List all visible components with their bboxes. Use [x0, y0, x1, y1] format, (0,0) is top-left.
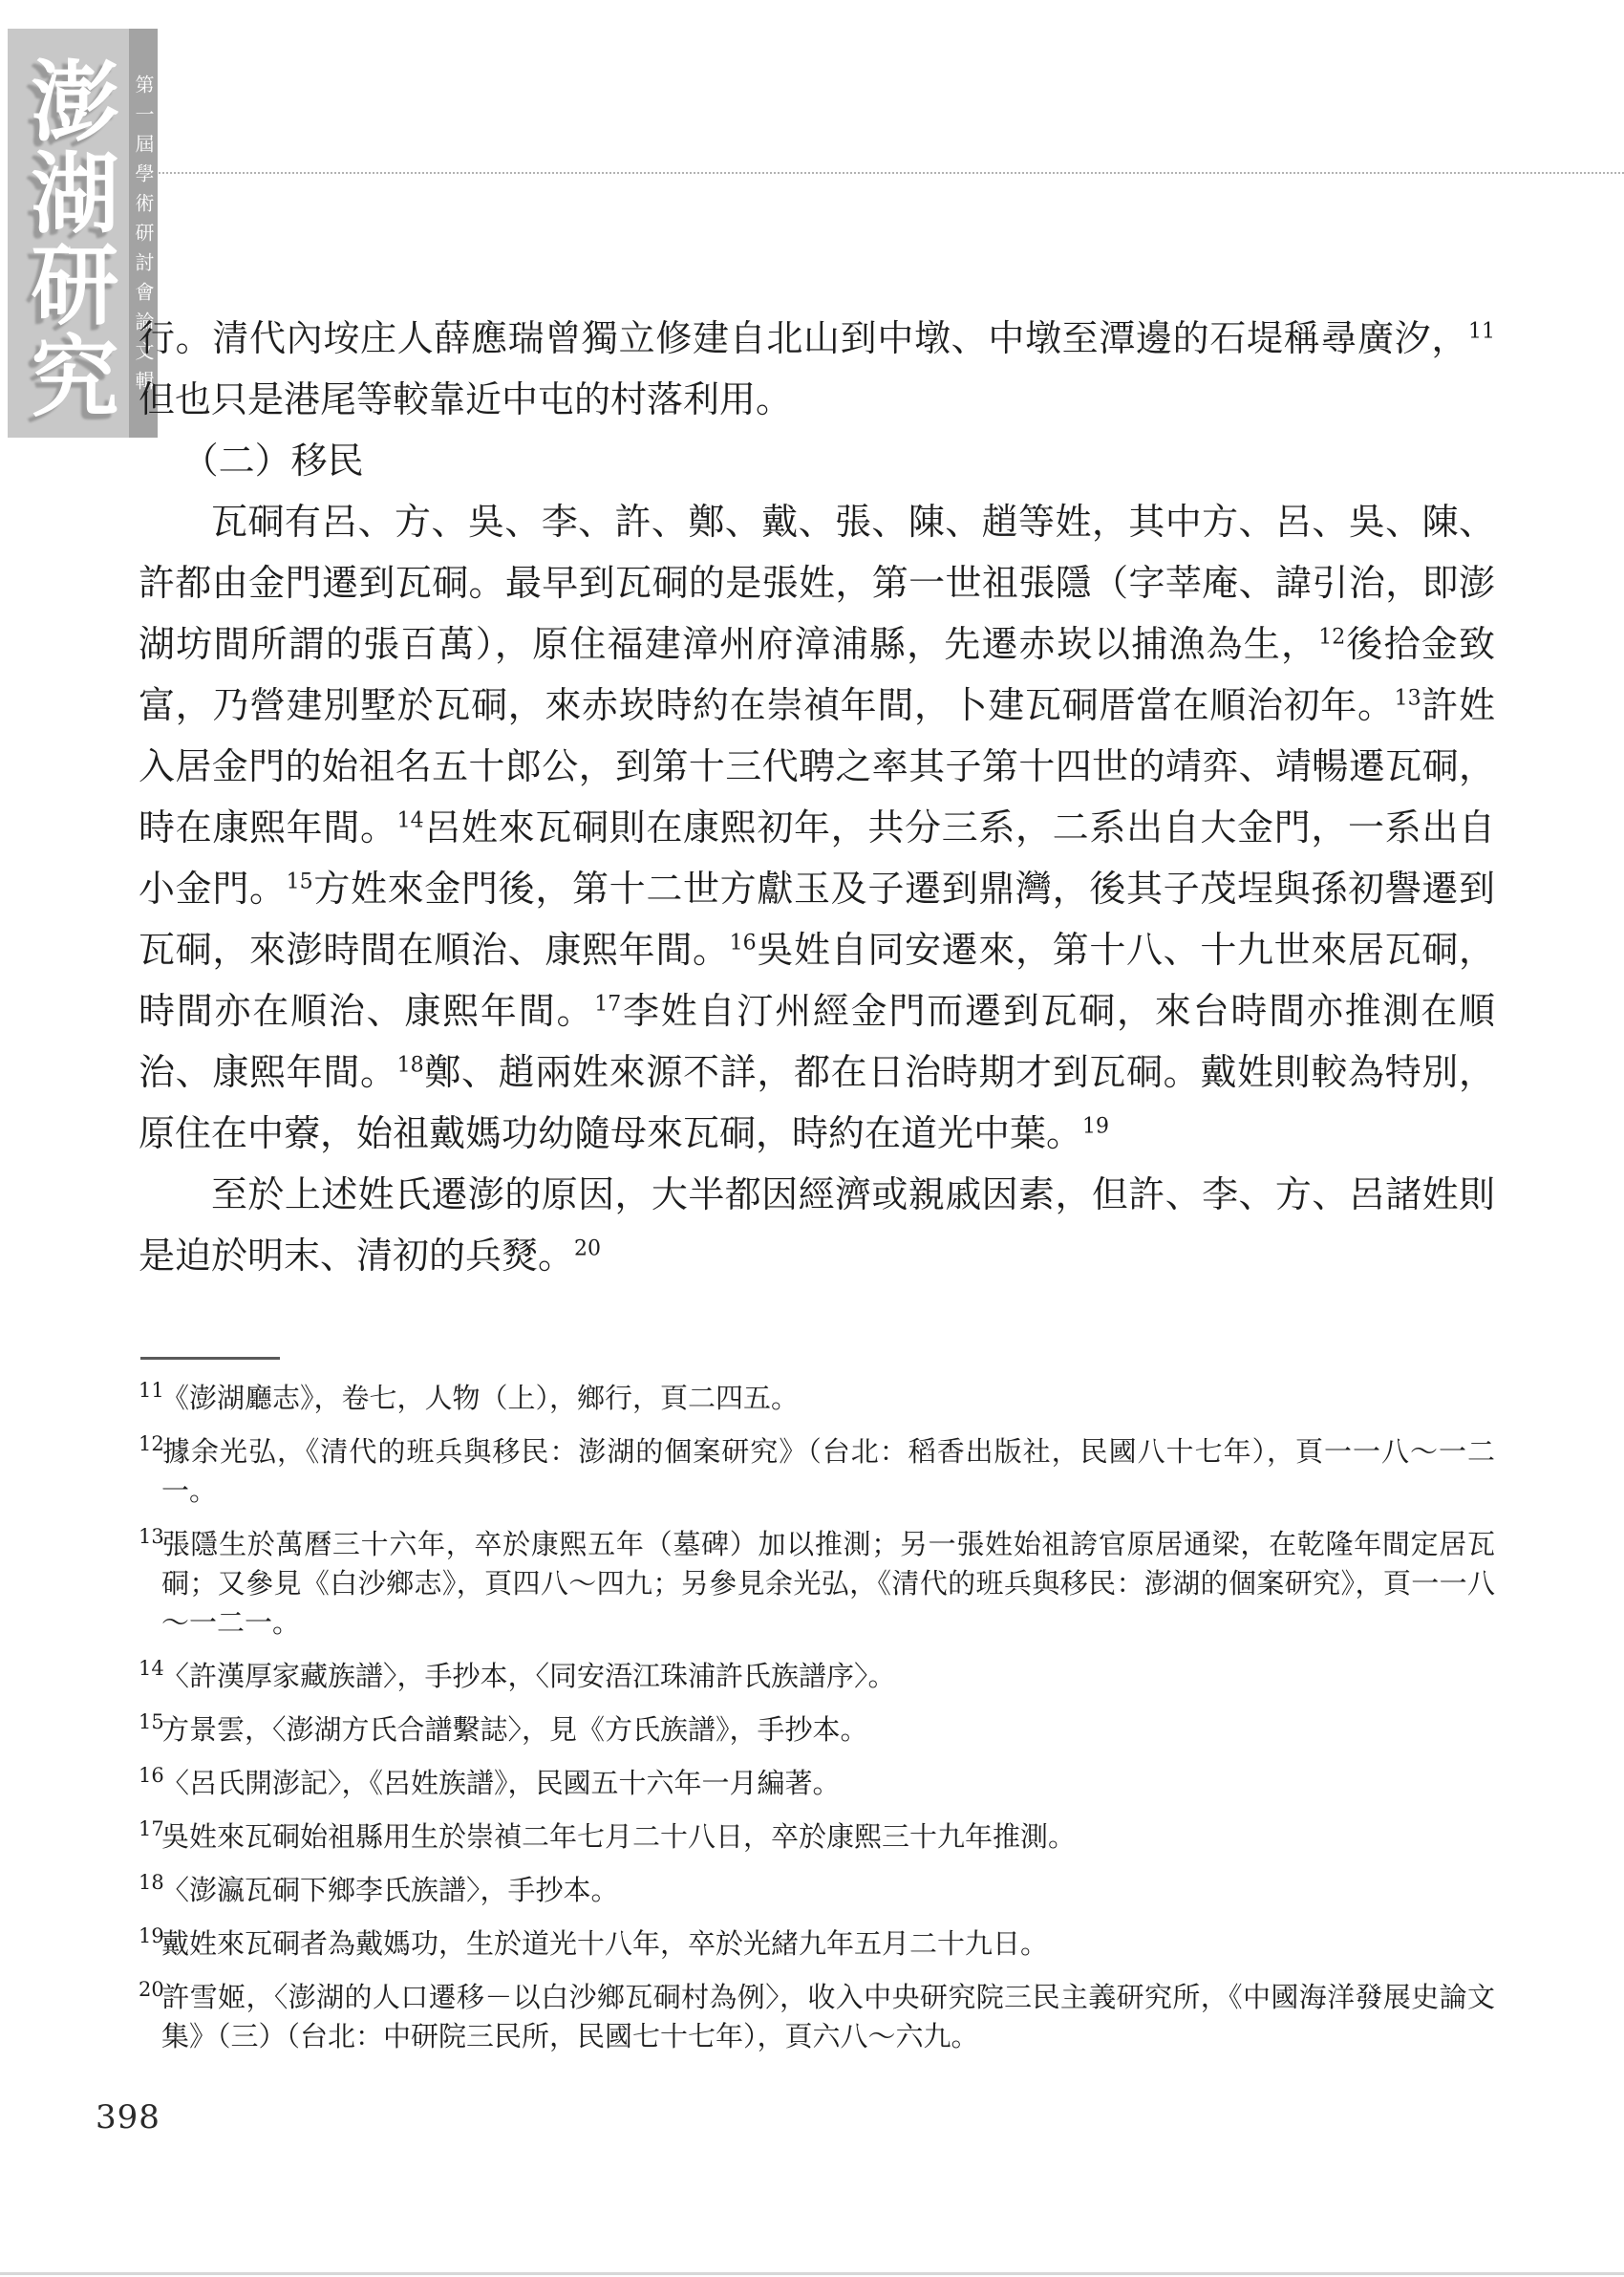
footnote-item: $^{15}$方景雲，〈澎湖方氏合譜繫誌〉，見《方氏族譜》，手抄本。 — [139, 1710, 868, 1746]
dotted-separator — [159, 172, 1624, 174]
footnote-ref: 13 — [1394, 686, 1421, 711]
sidebar-series-block — [8, 29, 129, 438]
footnote-item: $^{18}$〈澎瀛瓦硐下鄉李氏族譜〉，手抄本。 — [139, 1871, 619, 1906]
footnote-text: 〈許漢厚家藏族譜〉，手抄本，〈同安浯江珠浦許氏族譜序〉。 — [161, 1660, 896, 1692]
footnote-ref: 18 — [396, 1053, 424, 1078]
footnote-text: 張隱生於萬曆三十六年，卒於康熙五年（墓碑）加以推測；另一張姓始祖誇官原居通梁，在乾隆年間定居瓦硐；又參見《白沙鄉志》，頁四八～四九；另參見余光弘，《清代的班兵與移民：澎湖的個案研究》，頁一一八～一二一。 — [161, 1528, 1495, 1639]
footnote-ref: 14 — [396, 808, 424, 833]
footnote-ref: 17 — [594, 992, 622, 1017]
paragraph: 行。清代內垵庄人薛應瑞曾獨立修建自北山到中墩、中墩至潭邊的石堤稱尋廣汐，$^{11}$但也只是港尾等較靠近中屯的村落利用。 — [139, 317, 1495, 420]
paragraph: 至於上述姓氏遷澎的原因，大半都因經濟或親戚因素，但許、李、方、呂諸姓則是迫於明末、清初的兵燹。$^{20}$ — [139, 1173, 1495, 1277]
footnote-item: $^{20}$許雪姬，〈澎湖的人口遷移－以白沙鄉瓦硐村為例〉，收入中央研究院三民主義研究所，《中國海洋發展史論文集》（三）（台北：中研院三民所，民國七十七年），頁六八～六九。 — [139, 1978, 1495, 2052]
section-heading: （二）移民 — [182, 440, 364, 482]
series-title: 澎湖研究 — [16, 55, 120, 422]
footnote-ref: 11 — [1468, 319, 1495, 344]
footnote-text: 據余光弘，《清代的班兵與移民：澎湖的個案研究》（台北：稻香出版社，民國八十七年），頁一一八～一二一。 — [161, 1435, 1495, 1507]
footnote-item: $^{17}$吳姓來瓦硐始祖縣用生於崇禎二年七月二十八日，卒於康熙三十九年推測。 — [139, 1817, 1077, 1853]
footnote-ref: 15 — [286, 870, 313, 894]
footnote-ref: 19 — [1082, 1114, 1110, 1139]
footnote-area — [139, 1357, 1495, 2071]
footnote-text: 〈呂氏開澎記〉，《呂姓族譜》，民國五十六年一月編著。 — [161, 1767, 841, 1799]
footnote-text: 戴姓來瓦硐者為戴媽功，生於道光十八年，卒於光緒九年五月二十九日。 — [161, 1927, 1049, 1960]
footnote-text: 許雪姬，〈澎湖的人口遷移－以白沙鄉瓦硐村為例〉，收入中央研究院三民主義研究所，《中國海洋發展史論文集》（三）（台北：中研院三民所，民國七十七年），頁六八～六九。 — [161, 1981, 1495, 2052]
footnote-item: $^{11}$《澎湖廳志》，卷七，人物（上），鄉行，頁二四五。 — [139, 1379, 800, 1414]
footnote-ref: 16 — [729, 931, 757, 956]
footnote-item: $^{19}$戴姓來瓦硐者為戴媽功，生於道光十八年，卒於光緒九年五月二十九日。 — [139, 1924, 1049, 1960]
footnote-text: 〈澎瀛瓦硐下鄉李氏族譜〉，手抄本。 — [161, 1874, 619, 1906]
page-number: 398 — [96, 2098, 160, 2137]
footnote-item: $^{12}$據余光弘，《清代的班兵與移民：澎湖的個案研究》（台北：稻香出版社，民國八十七年），頁一一八～一二一。 — [139, 1432, 1495, 1507]
volume-title: 第一屆學術研討會論文輯 — [132, 75, 155, 400]
footnote-text: 方景雲，〈澎湖方氏合譜繫誌〉，見《方氏族譜》，手抄本。 — [161, 1713, 868, 1746]
footnote-separator — [140, 1357, 280, 1360]
footnote-text: 吳姓來瓦硐始祖縣用生於崇禎二年七月二十八日，卒於康熙三十九年推測。 — [161, 1820, 1077, 1853]
footnote-ref: 20 — [574, 1236, 602, 1261]
body-text — [139, 308, 1495, 1286]
footnote-list — [139, 1379, 1495, 2056]
bottom-border — [0, 2272, 1624, 2275]
paragraph: 瓦硐有呂、方、吳、李、許、鄭、戴、張、陳、趙等姓，其中方、呂、吳、陳、許都由金門遷到瓦硐。最早到瓦硐的是張姓，第一世祖張隱（字莘庵、諱引治，即澎湖坊間所謂的張百萬），原住福建漳州府漳浦縣，先遷赤崁以捕漁為生，$^{12}$後拾金致富，乃營建別墅於瓦硐，來赤崁時約在崇禎年間，卜建瓦硐厝當在順治初年。$^{13}$許姓入居金門的始祖名五十郎公，到第十三代聘之率其子第十四世的靖弈、靖暢遷瓦硐，時在康熙年間。$^{14}$呂姓來瓦硐則在康熙初年，共分三系，二系出自大金門，一系出自小金門。$^{15}$方姓來金門後，第十二世方獻玉及子遷到鼎灣，後其子茂埕與孫初譽遷到瓦硐，來澎時間在順治、康熙年間。$^{16}$吳姓自同安遷來，第十八、十九世來居瓦硐，時間亦在順治、康熙年間。$^{17}$李姓自汀州經金門而遷到瓦硐，來台時間亦推測在順治、康熙年間。$^{18}$鄭、趙兩姓來源不詳，都在日治時期才到瓦硐。戴姓則較為特別，原住在中藔，始祖戴媽功幼隨母來瓦硐，時約在道光中葉。$^{19}$ — [139, 501, 1495, 1154]
footnote-text: 《澎湖廳志》，卷七，人物（上），鄉行，頁二四五。 — [161, 1382, 800, 1414]
footnote-item: $^{14}$〈許漢厚家藏族譜〉，手抄本，〈同安浯江珠浦許氏族譜序〉。 — [139, 1657, 896, 1692]
footnote-item: $^{16}$〈呂氏開澎記〉，《呂姓族譜》，民國五十六年一月編著。 — [139, 1764, 841, 1799]
footnote-item: $^{13}$張隱生於萬曆三十六年，卒於康熙五年（墓碑）加以推測；另一張姓始祖誇官原居通梁，在乾隆年間定居瓦硐；又參見《白沙鄉志》，頁四八～四九；另參見余光弘，《清代的班兵與移民：澎湖的個案研究》，頁一一八～一二一。 — [139, 1525, 1495, 1639]
footnote-ref: 12 — [1318, 625, 1346, 650]
